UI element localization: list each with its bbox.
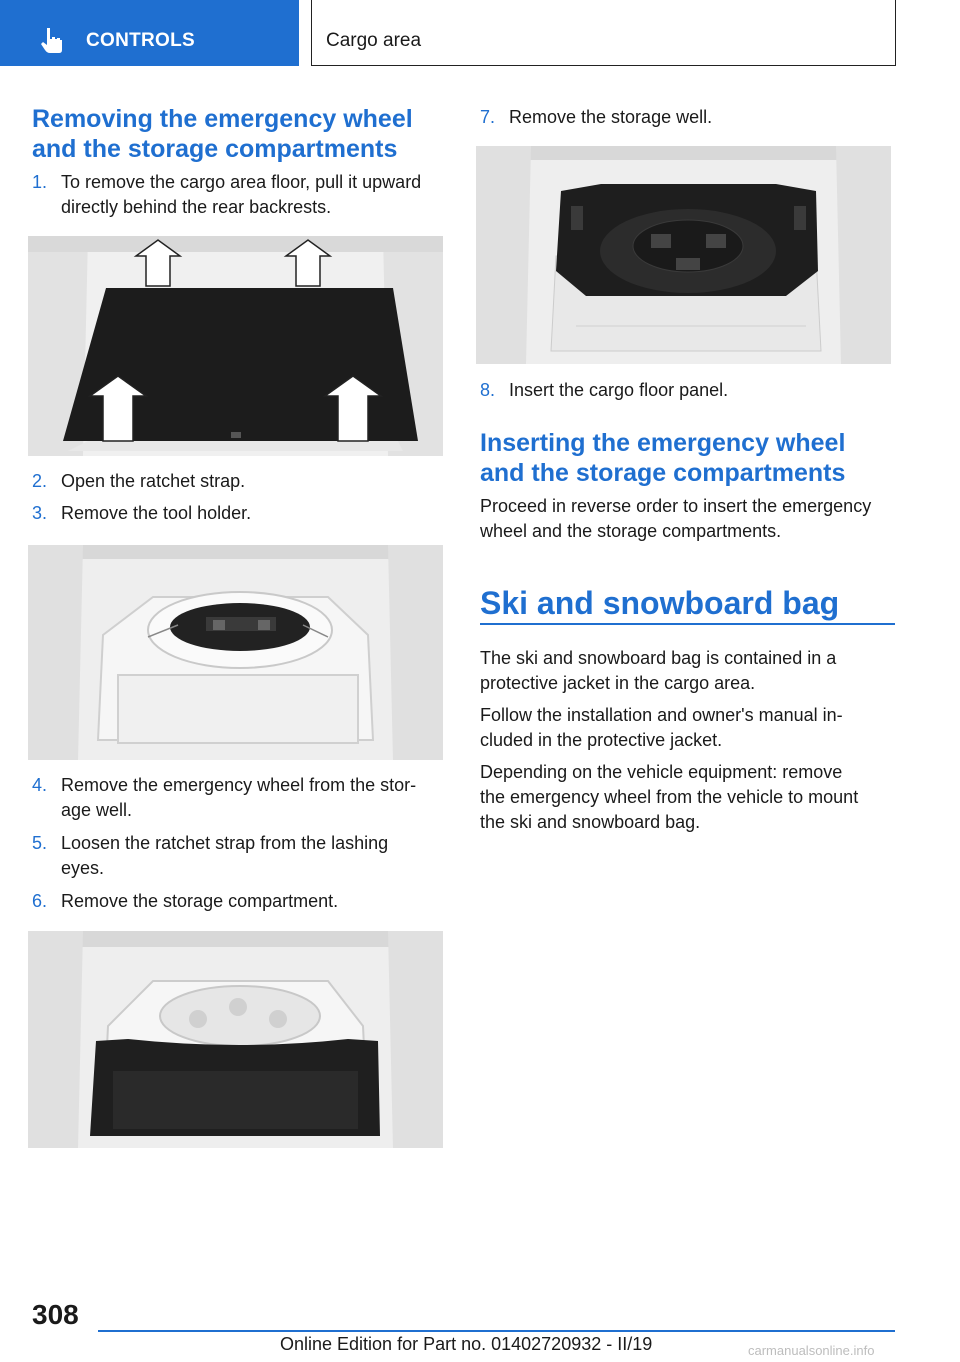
step-text: Loosen the ratchet strap from the lashing eyes.: [61, 833, 389, 878]
step-number: 3.: [32, 503, 48, 523]
heading-line: and the storage compartments: [32, 135, 398, 163]
heading-removing: [32, 104, 413, 164]
step-text: Remove the storage compartment.: [61, 891, 339, 911]
heading-line: Inserting the emergency wheel: [480, 429, 846, 457]
watermark: carmanualsonline.info: [748, 1343, 875, 1358]
step-text: To remove the cargo area floor, pull it upward directly behind the rear backrests.: [61, 172, 422, 217]
section-label: Cargo area: [326, 30, 422, 51]
page-number: 308: [32, 1299, 79, 1330]
step-text: Remove the emergency wheel from the stor‐ age well.: [61, 775, 417, 820]
figure-storage-well: [476, 146, 891, 364]
step-text: Remove the storage well.: [509, 107, 713, 127]
figure-cargo-floor: [28, 236, 443, 456]
step-number: 6.: [32, 891, 48, 911]
chapter-label: CONTROLS: [86, 30, 196, 51]
step-number: 5.: [32, 833, 48, 853]
step-text: Remove the tool holder.: [61, 503, 252, 523]
heading-line: and the storage compartments: [480, 459, 846, 487]
step-text: Insert the cargo floor panel.: [509, 380, 729, 400]
ski-bag-paragraph-2: Follow the installation and owner's manual in‐ cluded in the protective jacket.: [480, 705, 843, 750]
step-number: 2.: [32, 471, 48, 491]
pointing-hand-icon: [38, 26, 66, 54]
section-title-ski-bag: Ski and snowboard bag: [480, 585, 840, 621]
ski-bag-paragraph-1: The ski and snowboard bag is contained in a protective jacket in the cargo area.: [480, 648, 837, 693]
heading-inserting: [480, 428, 845, 488]
step-number: 7.: [480, 107, 496, 127]
step-number: 1.: [32, 172, 48, 192]
figure-storage-compartment: [28, 931, 443, 1148]
heading-line: Removing the emergency wheel: [32, 105, 413, 133]
edition-text: Online Edition for Part no. 01402720932 - II/19: [280, 1334, 653, 1354]
section-header: [311, 0, 896, 66]
ski-bag-paragraph-3: Depending on the vehicle equipment: remove the emergency wheel from the vehicle to mount the ski and snowboard bag.: [480, 762, 859, 832]
section-rule: [480, 623, 895, 625]
step-text: Open the ratchet strap.: [61, 471, 246, 491]
chapter-tab[interactable]: [0, 0, 299, 66]
figure-tool-holder: [28, 545, 443, 760]
step-number: 4.: [32, 775, 48, 795]
step-number: 8.: [480, 380, 496, 400]
insert-paragraph: Proceed in reverse order to insert the emergency wheel and the storage compartments.: [480, 496, 872, 541]
footer-rule: [98, 1330, 895, 1332]
